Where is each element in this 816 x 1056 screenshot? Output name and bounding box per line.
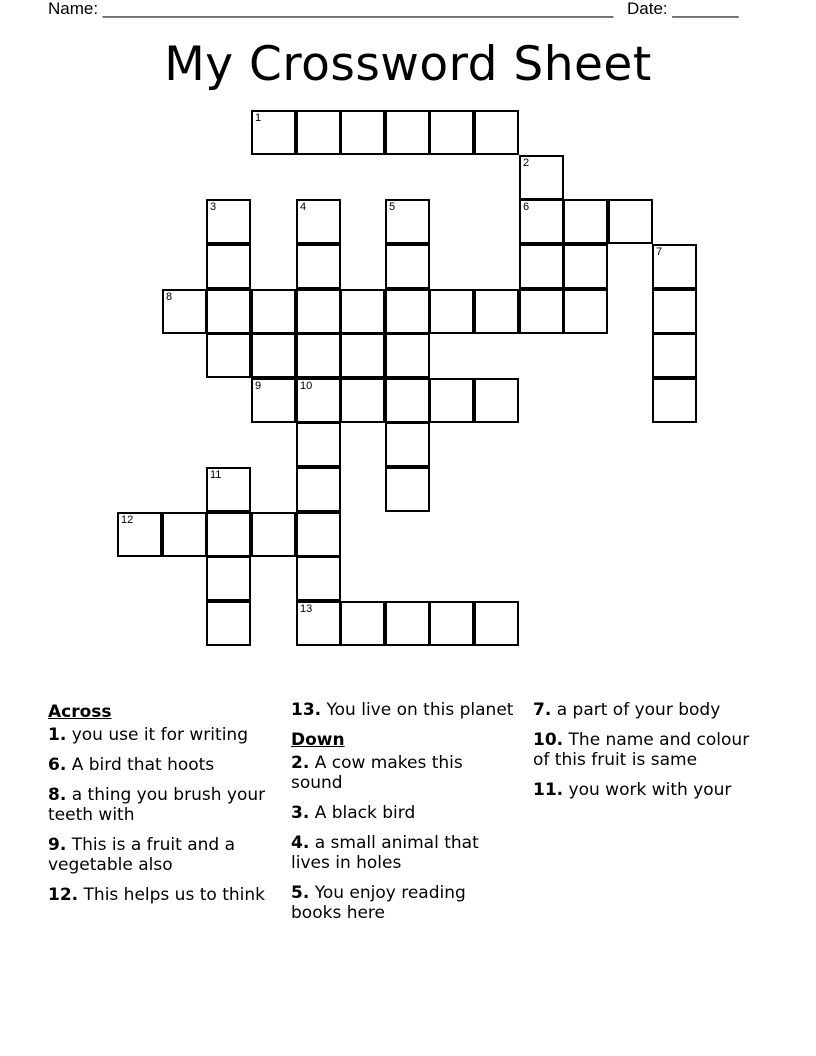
clue-item: [291, 753, 516, 793]
clue-text: You live on this planet: [326, 700, 514, 720]
grid-cell[interactable]: [340, 601, 385, 646]
cell-number: 11: [210, 469, 222, 481]
grid-cell[interactable]: [474, 601, 519, 646]
grid-cell[interactable]: [251, 289, 296, 334]
clue-text: This helps us to think: [83, 885, 265, 905]
grid-cell[interactable]: [385, 244, 430, 289]
clue-text: a part of your body: [556, 700, 721, 720]
grid-cell[interactable]: [296, 333, 341, 378]
grid-cell[interactable]: [206, 467, 251, 512]
grid-cell[interactable]: [296, 110, 341, 155]
clue-number: 8.: [48, 785, 67, 805]
grid-cell[interactable]: [251, 378, 296, 423]
grid-cell[interactable]: [206, 199, 251, 244]
clue-number: 3.: [291, 803, 310, 823]
grid-cell[interactable]: [206, 333, 251, 378]
clue-number: 9.: [48, 835, 67, 855]
clue-text: This is a fruit and a vegetable also: [48, 835, 235, 875]
cell-number: 6: [523, 201, 530, 213]
grid-cell[interactable]: [251, 333, 296, 378]
clue-number: 13.: [291, 700, 322, 720]
grid-cell[interactable]: [206, 512, 251, 557]
grid-cell[interactable]: [296, 199, 341, 244]
grid-cell[interactable]: [519, 244, 564, 289]
clue-number: 4.: [291, 833, 310, 853]
clue-text: you work with your: [568, 780, 732, 800]
grid-cell[interactable]: [652, 244, 697, 289]
grid-cell[interactable]: [519, 289, 564, 334]
grid-cell[interactable]: [206, 601, 251, 646]
cell-number: 1: [255, 112, 262, 124]
grid-cell[interactable]: [519, 155, 564, 200]
grid-cell[interactable]: [296, 378, 341, 423]
cell-number: 9: [255, 380, 262, 392]
clue-number: 6.: [48, 755, 67, 775]
grid-cell[interactable]: [162, 512, 207, 557]
grid-cell[interactable]: [340, 378, 385, 423]
grid-cell[interactable]: [474, 110, 519, 155]
grid-cell[interactable]: [608, 199, 653, 244]
clue-number: 10.: [533, 730, 564, 750]
grid-cell[interactable]: [385, 601, 430, 646]
clue-column-1: [48, 700, 273, 915]
clue-number: 12.: [48, 885, 79, 905]
clue-text: a small animal that lives in holes: [291, 833, 479, 873]
clue-text: A bird that hoots: [71, 755, 215, 775]
grid-cell[interactable]: [296, 556, 341, 601]
grid-cell[interactable]: [385, 467, 430, 512]
clue-text: You enjoy reading books here: [291, 883, 466, 923]
clue-text: you use it for writing: [71, 725, 248, 745]
clue-item: [291, 700, 516, 720]
grid-cell[interactable]: [519, 199, 564, 244]
cell-number: 3: [210, 201, 217, 213]
grid-cell[interactable]: [429, 289, 474, 334]
clue-item: [48, 725, 273, 745]
clue-text: A black bird: [314, 803, 416, 823]
grid-cell[interactable]: [206, 244, 251, 289]
cell-number: 12: [121, 514, 134, 526]
clue-item: [48, 755, 273, 775]
grid-cell[interactable]: [385, 333, 430, 378]
grid-cell[interactable]: [429, 601, 474, 646]
grid-cell[interactable]: [385, 422, 430, 467]
grid-cell[interactable]: [385, 199, 430, 244]
cell-number: 5: [389, 201, 396, 213]
grid-cell[interactable]: [162, 289, 207, 334]
grid-cell[interactable]: [385, 110, 430, 155]
cell-number: 2: [523, 157, 530, 169]
grid-cell[interactable]: [563, 199, 608, 244]
cell-number: 8: [166, 291, 173, 303]
clue-text: The name and colour of this fruit is same: [533, 730, 750, 770]
clue-number: 5.: [291, 883, 310, 903]
cell-number: 10: [300, 380, 313, 392]
clue-text: a thing you brush your teeth with: [48, 785, 266, 825]
clue-item: [533, 780, 758, 800]
grid-cell[interactable]: [474, 289, 519, 334]
name-line: Name: ______________________________________________________: [48, 0, 614, 18]
grid-cell[interactable]: [251, 512, 296, 557]
clue-number: 7.: [533, 700, 552, 720]
grid-cell[interactable]: [340, 289, 385, 334]
grid-cell[interactable]: [652, 378, 697, 423]
grid-cell[interactable]: [385, 289, 430, 334]
clue-item: [291, 883, 516, 923]
grid-cell[interactable]: [563, 244, 608, 289]
across-heading: Across: [48, 702, 112, 722]
clue-item: [48, 785, 273, 825]
clue-item: [48, 835, 273, 875]
grid-cell[interactable]: [117, 512, 162, 557]
clue-item: [533, 730, 758, 770]
page-title: My Crossword Sheet: [164, 37, 652, 92]
grid-cell[interactable]: [206, 556, 251, 601]
grid-cell[interactable]: [296, 289, 341, 334]
cell-number: 13: [300, 603, 313, 615]
grid-cell[interactable]: [340, 333, 385, 378]
cell-number: 7: [656, 246, 663, 258]
clue-column-2: [291, 700, 516, 933]
grid-cell[interactable]: [385, 378, 430, 423]
grid-cell[interactable]: [296, 601, 341, 646]
grid-cell[interactable]: [296, 422, 341, 467]
clue-column-3: [533, 700, 758, 810]
clue-text: A cow makes this sound: [291, 753, 463, 793]
grid-cell[interactable]: [652, 289, 697, 334]
grid-cell[interactable]: [429, 110, 474, 155]
grid-cell[interactable]: [474, 378, 519, 423]
grid-cell[interactable]: [206, 289, 251, 334]
down-heading: Down: [291, 730, 345, 750]
grid-cell[interactable]: [251, 110, 296, 155]
clue-item: [533, 700, 758, 720]
grid-cell[interactable]: [652, 333, 697, 378]
clue-number: 2.: [291, 753, 310, 773]
clue-number: 11.: [533, 780, 564, 800]
grid-cell[interactable]: [296, 512, 341, 557]
clue-item: [291, 803, 516, 823]
grid-cell[interactable]: [296, 244, 341, 289]
clue-item: [291, 833, 516, 873]
grid-cell[interactable]: [429, 378, 474, 423]
clue-number: 1.: [48, 725, 67, 745]
grid-cell[interactable]: [563, 289, 608, 334]
date-line: Date: _______: [627, 0, 739, 18]
cell-number: 4: [300, 201, 307, 213]
clue-item: [48, 885, 273, 905]
grid-cell[interactable]: [296, 467, 341, 512]
grid-cell[interactable]: [340, 110, 385, 155]
